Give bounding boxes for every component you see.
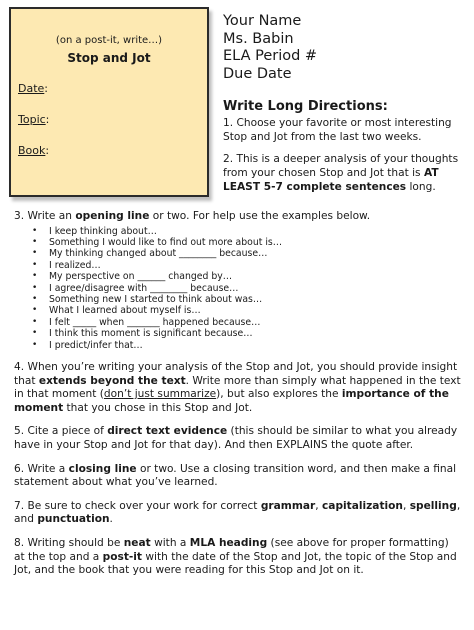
step-8-c: (see above for proper formatting) at the top and a bbox=[14, 537, 449, 563]
date-label: Date bbox=[18, 82, 45, 95]
post-it-subtitle: (on a post-it, write…) bbox=[55, 35, 163, 46]
step-4-c: ), but also explores the bbox=[216, 388, 342, 401]
step-3-b: or two. For help use the examples below. bbox=[149, 210, 371, 222]
step-8-a: 8. Writing should be bbox=[14, 537, 124, 549]
list-item: • Something I would like to find out more about is… bbox=[32, 237, 462, 248]
step-4-bold-1: extends beyond the text bbox=[38, 374, 186, 387]
direction-item-1: 1. Choose your favorite or most interesting Stop and Jot from the last two weeks. bbox=[223, 117, 452, 143]
step-3 bbox=[14, 210, 462, 224]
book-colon: : bbox=[45, 144, 50, 157]
direction-item-2 bbox=[223, 152, 463, 194]
step-8-bold-2: MLA heading bbox=[189, 537, 268, 549]
list-item: • I think this moment is significant because… bbox=[32, 328, 462, 339]
post-it-topic-field bbox=[18, 113, 49, 126]
heading-teacher: Ms. Babin bbox=[223, 30, 294, 47]
post-it-date-field bbox=[18, 82, 48, 95]
step-5-b: (this should be similar to what you already have in your Stop and Jot for that day). And then EXPLAINS the quote after. bbox=[14, 425, 458, 452]
step-7-sep-3: , and bbox=[14, 499, 461, 526]
step-7-bold-2: capitalization bbox=[322, 499, 403, 512]
step-4-underline: don’t just summarize bbox=[103, 388, 217, 401]
directions-section bbox=[223, 100, 463, 202]
direction-2-text-a: 2. This is a deeper analysis of your thoughts from your chosen Stop and Jot that is bbox=[223, 153, 459, 179]
step-4-bold-2: importance of the moment bbox=[14, 388, 449, 414]
step-4-d: that you chose in this Stop and Jot. bbox=[63, 401, 253, 414]
list-item: • I agree/disagree with ________ because… bbox=[32, 283, 462, 294]
step-8-bold-1: neat bbox=[123, 537, 151, 549]
instructions-body bbox=[14, 210, 462, 588]
step-7-bold-3: spelling bbox=[409, 499, 457, 512]
topic-colon: : bbox=[45, 113, 50, 126]
heading-due-date: Due Date bbox=[223, 65, 292, 82]
step-8-b: with a bbox=[150, 537, 190, 549]
heading-period: ELA Period # bbox=[223, 48, 318, 64]
step-7-sep-2: , bbox=[402, 499, 410, 512]
step-5-a: 5. Cite a piece of bbox=[14, 425, 108, 438]
list-item: • I keep thinking about… bbox=[32, 226, 462, 237]
step-6-a: 6. Write a bbox=[14, 462, 69, 475]
directions-title-colon: : bbox=[382, 99, 388, 114]
step-6-b: or two. Use a closing transition word, and then make a final statement about what you’ve learned. bbox=[14, 462, 457, 489]
step-3-bold: opening line bbox=[75, 210, 150, 222]
post-it-title: Stop and Jot bbox=[67, 51, 151, 65]
list-item: • My perspective on ______ changed by… bbox=[32, 271, 462, 282]
step-7-bold-4: punctuation bbox=[37, 513, 110, 526]
list-item: • I felt _____ when _______ happened because… bbox=[32, 317, 462, 328]
step-8-bold-3: post-it bbox=[102, 550, 142, 563]
list-item: • Something new I started to think about was… bbox=[32, 294, 462, 305]
list-item: • My thinking changed about ________ because… bbox=[32, 248, 462, 259]
step-7-end: . bbox=[109, 513, 113, 526]
list-item: • I realized… bbox=[32, 260, 462, 271]
step-7 bbox=[14, 500, 462, 527]
step-5-bold: direct text evidence bbox=[107, 425, 228, 438]
step-8 bbox=[14, 537, 462, 578]
post-it-note bbox=[9, 7, 209, 197]
post-it-book-field bbox=[18, 144, 49, 157]
step-4-b: . Write more than simply what happened in the text in that moment ( bbox=[14, 374, 461, 401]
step-8-d: with the date of the Stop and Jot, the topic of the Stop and Jot, and the book that you were reading for this Stop and Jot on it. bbox=[14, 550, 457, 577]
directions-title-text: Write Long Directions bbox=[223, 99, 383, 114]
step-7-a: 7. Be sure to check over your work for correct bbox=[14, 499, 261, 512]
heading-name: Your Name bbox=[223, 13, 302, 29]
step-4 bbox=[14, 361, 462, 415]
opening-line-examples bbox=[14, 226, 462, 351]
step-6-bold: closing line bbox=[68, 462, 137, 475]
direction-2-text-b: long. bbox=[406, 181, 436, 193]
directions-title bbox=[223, 100, 463, 114]
step-3-a: 3. Write an bbox=[14, 210, 76, 222]
step-5 bbox=[14, 425, 462, 452]
step-6 bbox=[14, 463, 462, 490]
date-colon: : bbox=[44, 82, 49, 95]
book-label: Book bbox=[18, 144, 46, 157]
list-item: • What I learned about myself is… bbox=[32, 305, 462, 316]
step-4-a: 4. When you’re writing your analysis of the Stop and Jot, you should provide insight that bbox=[14, 361, 458, 387]
direction-2-bold: AT LEAST 5-7 complete sentences bbox=[223, 167, 439, 193]
list-item: • I predict/infer that… bbox=[32, 340, 462, 351]
step-7-sep-1: , bbox=[315, 499, 323, 512]
topic-label: Topic bbox=[18, 113, 46, 126]
mla-heading bbox=[223, 13, 317, 83]
step-7-bold-1: grammar bbox=[260, 499, 316, 512]
